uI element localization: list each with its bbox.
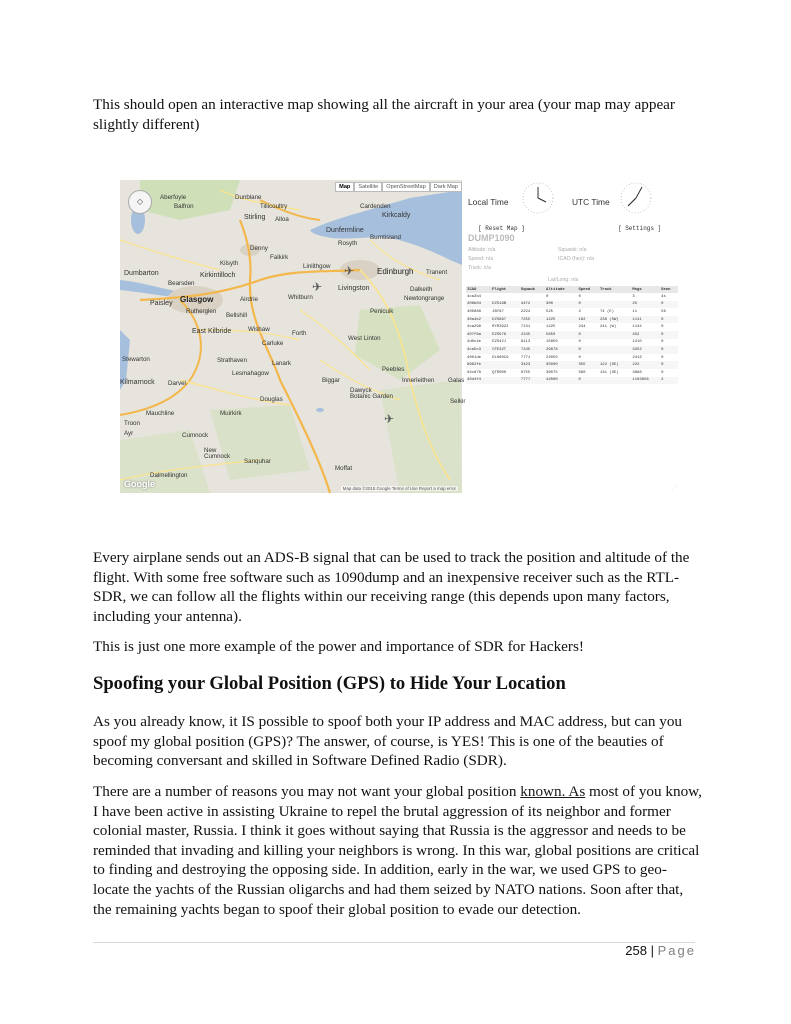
table-cell: 36075 <box>546 370 558 375</box>
map-label: Cumnock <box>182 432 209 439</box>
map-label: Dalkeith <box>410 286 433 293</box>
table-cell <box>599 377 631 385</box>
table-cell: 400888 <box>467 309 482 314</box>
table-cell: 56 <box>661 309 666 314</box>
map-label: Rosyth <box>338 240 358 247</box>
map-label: Aberfoyle <box>160 194 187 201</box>
table-cell: 6755 <box>520 370 531 375</box>
table-cell <box>599 346 631 354</box>
table-cell: 74 (E) <box>599 309 614 314</box>
table-cell <box>520 293 545 301</box>
table-cell: 8962fe <box>466 361 491 369</box>
table-cell: 1103656 <box>631 377 660 385</box>
flights-column-header[interactable]: Track <box>599 286 631 293</box>
table-cell: 1225 <box>546 325 556 330</box>
table-cell: 122 (SE) <box>599 361 631 369</box>
map-type-dark[interactable]: Dark Map <box>430 182 462 192</box>
local-time-label: Local Time <box>468 197 509 207</box>
table-cell: 4ca5c3 <box>466 346 491 354</box>
map-label: Lanark <box>272 360 291 367</box>
table-cell: 4s <box>661 294 666 299</box>
utc-time-label: UTC Time <box>572 197 610 207</box>
table-cell: 406b04 <box>466 301 491 309</box>
aircraft-icon[interactable]: ✈ <box>312 280 323 294</box>
table-cell: 7777 <box>520 377 545 385</box>
table-row[interactable] <box>466 301 678 309</box>
table-cell: 11 <box>632 309 638 314</box>
flights-column-header[interactable]: ICAO <box>466 286 491 293</box>
table-cell <box>599 301 631 309</box>
map-label: Lesmahagow <box>232 370 269 377</box>
map-label: Balfron <box>174 203 194 210</box>
table-cell: EZS976 <box>491 331 520 339</box>
page-separator: | <box>650 943 654 958</box>
table-cell: 300 <box>545 301 577 309</box>
local-clock-icon <box>522 182 554 214</box>
map-label: Selkir <box>450 398 466 405</box>
dump1090-title: DUMP1090 <box>468 233 515 243</box>
known-as-link[interactable]: known. As <box>520 783 586 800</box>
map-label: Newtongrange <box>404 295 445 302</box>
flights-column-header[interactable]: Squawk <box>520 286 545 293</box>
table-cell: RYR3922 <box>492 325 509 330</box>
table-cell: 0 <box>661 340 664 345</box>
table-cell: 5850 <box>545 331 577 339</box>
table-cell: 0 <box>577 331 598 339</box>
adsb-paragraph: Every airplane sends out an ADS-B signal that can be used to track the position and altitude of the flight. With some free software such as 1090dump and an inexpensive receiver such as the RTL-SDR, we can follow all the flights within our receiving range (this depends upon many factors, including your antenna). <box>93 549 690 625</box>
flights-table-header <box>466 286 678 293</box>
map-label: Cardenden <box>360 203 391 210</box>
map-label: Kilmarnock <box>120 379 155 386</box>
map-label: Galas <box>448 377 465 384</box>
table-row[interactable] <box>466 308 678 316</box>
map-label: Ayr <box>124 430 134 437</box>
table-cell: EZS19B <box>491 301 520 309</box>
table-cell: 0 <box>578 340 581 345</box>
table-cell: 2245 <box>520 331 545 339</box>
table-row[interactable] <box>466 339 678 347</box>
map-type-satellite[interactable]: Satellite <box>354 182 382 192</box>
table-cell: EZS897 <box>491 316 520 324</box>
map-label: Alloa <box>275 216 289 223</box>
table-cell: 40d4f4 <box>466 377 491 385</box>
map-label: East Kilbride <box>192 328 232 335</box>
table-cell: 238 (SW) <box>599 316 631 324</box>
table-cell <box>599 331 631 339</box>
map-label: Dalmellington <box>150 472 188 479</box>
table-cell: 7255 <box>520 316 545 324</box>
table-cell: 3252 <box>631 346 660 354</box>
table-cell: 0 <box>661 355 664 360</box>
table-cell: 22050 <box>546 355 558 360</box>
table-cell: 2 <box>578 309 581 314</box>
map-label: Wishaw <box>248 326 270 333</box>
map-label: Dawyck Botanic Garden <box>350 387 393 400</box>
table-cell: 222 <box>631 361 660 369</box>
map-label: Muirkirk <box>220 410 242 417</box>
google-logo: Google <box>124 479 155 489</box>
map-attribution: Map data ©2015 Google Terms of Use Report a map error <box>342 486 456 491</box>
page-number: 258 <box>625 943 647 958</box>
table-row[interactable] <box>466 377 678 385</box>
table-cell <box>491 361 520 369</box>
map-label: West Linton <box>348 335 381 342</box>
table-cell: 452 <box>631 331 660 339</box>
resize-handle-icon[interactable]: ⋰ <box>672 485 677 491</box>
table-cell: 8113 <box>520 340 531 345</box>
table-row[interactable] <box>466 293 678 301</box>
table-cell: 0 <box>660 301 678 309</box>
map-label: Sanquhar <box>244 458 271 465</box>
table-row[interactable] <box>466 369 678 377</box>
table-row[interactable] <box>466 361 678 369</box>
table-cell: 4472 <box>520 301 545 309</box>
map-label: Falkirk <box>270 254 289 261</box>
map-type-switcher <box>335 182 462 192</box>
intro-paragraph: This should open an interactive map showing all the aircraft in your area (your map may appear slightly different) <box>93 96 675 133</box>
map-label: Troon <box>124 420 140 427</box>
map-label: Kirkcaldy <box>382 212 411 219</box>
map-label: Kirkintilloch <box>200 272 236 279</box>
map-label: Mauchline <box>146 410 175 417</box>
table-cell: 29878 <box>545 346 577 354</box>
table-cell <box>599 339 631 347</box>
table-cell: 0 <box>660 316 678 324</box>
map-type-map[interactable]: Map <box>335 182 354 192</box>
table-cell <box>599 293 631 301</box>
page-footer <box>625 943 696 958</box>
table-cell: 4001de <box>467 355 482 360</box>
table-cell: 40a4e2 <box>466 316 491 324</box>
map-label: Strathaven <box>217 357 247 364</box>
table-cell: 4d0c4e <box>467 340 482 345</box>
table-cell: 162 <box>577 316 598 324</box>
flights-column-header[interactable]: Altitude <box>545 286 577 293</box>
map-label: Kilsyth <box>220 260 239 267</box>
track-info: Track: n/a <box>468 265 491 271</box>
table-cell: 1144 <box>632 325 642 330</box>
table-cell: 0 <box>661 325 664 330</box>
flights-column-header[interactable]: Seen <box>660 286 678 293</box>
footer-divider <box>93 942 695 943</box>
table-cell: 7245 <box>520 346 545 354</box>
table-cell: 0 <box>660 346 678 354</box>
table-cell: 0 <box>661 370 664 375</box>
speed-info: Speed: n/a <box>468 256 494 262</box>
table-cell: 0 <box>660 361 678 369</box>
settings-link[interactable]: [ Settings ] <box>618 225 662 232</box>
table-cell: 131 (SE) <box>599 370 619 375</box>
table-cell: 4ca298 <box>467 325 482 330</box>
aircraft-icon[interactable]: ✈ <box>384 412 395 426</box>
map-pan-control[interactable]: ◇ <box>128 190 152 214</box>
aircraft-icon[interactable]: ✈ <box>344 264 355 278</box>
table-cell: 0 <box>577 301 598 309</box>
map-label: Rutherglen <box>186 308 217 315</box>
table-cell: 0 <box>577 346 598 354</box>
table-cell: 25 <box>631 301 660 309</box>
map-type-openstreetmap[interactable]: OpenStreetMap <box>382 182 430 192</box>
map-label: Denny <box>250 245 268 252</box>
map-label: Linlithgow <box>303 263 331 270</box>
reset-map-link[interactable]: [ Reset Map ] <box>478 225 525 232</box>
table-row[interactable] <box>466 323 678 331</box>
map-label: Penicuik <box>370 308 394 315</box>
table-cell <box>491 293 520 301</box>
flights-column-header[interactable]: Speed <box>577 286 598 293</box>
table-cell: 0 <box>578 355 581 360</box>
table-cell: 355 <box>577 361 598 369</box>
reasons-text-start: There are a number of reasons you may not want your global position <box>93 783 521 800</box>
table-cell: 2224 <box>520 309 531 314</box>
table-cell: 04c878 <box>467 370 482 375</box>
map-label: Airdrie <box>240 296 258 303</box>
map-label: Darvel <box>168 380 186 387</box>
table-row[interactable] <box>466 346 678 354</box>
map-label: Moffat <box>335 465 353 472</box>
table-cell: EZS42J <box>492 340 507 345</box>
table-cell: 1111 <box>631 316 660 324</box>
table-cell <box>491 377 520 385</box>
reasons-text-rest: most of you know, I have been active in assisting Ukraine to repel the brutal aggression of its neighbor and former colonial master, Russia. I think it goes without saying that Russia is the aggressor and needs to be reminded that invading and killing your neighbors is wrong. In this war, global positions are critical to finding and destroying the opposing side. In addition, early in the war, we used GPS to geo-locate the yachts of the Russian oligarchs and had them seized by NATO nations. Soon after that, the remaining yachts began to spoof their global position to evade our detection. <box>93 783 702 918</box>
flights-column-header[interactable]: Flight <box>491 286 520 293</box>
reasons-paragraph <box>93 782 703 919</box>
table-cell: 3 <box>632 294 635 299</box>
map-label: Paisley <box>150 300 173 307</box>
table-cell: 7771 <box>520 355 531 360</box>
map-label: New Cumnock <box>204 447 231 460</box>
map-label: Biggar <box>322 377 340 384</box>
table-cell: 15850 <box>546 340 558 345</box>
dump1090-side-panel <box>466 180 681 493</box>
map-label: Tillicoultry <box>260 203 288 210</box>
table-cell: 0 <box>546 294 549 299</box>
map-label: Carluke <box>262 340 284 347</box>
map-label: Tranent <box>426 269 448 276</box>
table-row[interactable] <box>466 354 678 362</box>
table-row[interactable] <box>466 316 678 324</box>
sdr-paragraph: This is just one more example of the power and importance of SDR for Hackers! <box>93 638 584 655</box>
flights-table <box>466 286 678 384</box>
table-row[interactable] <box>466 331 678 339</box>
squawk-info: Squawk: n/a <box>558 247 587 253</box>
map-label: Bearsden <box>168 280 195 287</box>
map-label: Stirling <box>244 214 266 221</box>
utc-clock-icon <box>620 182 652 214</box>
aircraft-map[interactable] <box>120 180 466 493</box>
table-cell: 244 <box>578 325 586 330</box>
map-label: Livingston <box>338 285 370 292</box>
table-cell: 2 <box>660 377 678 385</box>
altitude-info: Altitude: n/a <box>468 247 496 253</box>
table-cell: 42000 <box>545 377 577 385</box>
table-cell: CFE32T <box>491 346 520 354</box>
table-cell: 1210 <box>632 340 642 345</box>
table-cell: 241 (W) <box>599 325 617 330</box>
table-cell: 407f6a <box>466 331 491 339</box>
table-cell: 35000 <box>545 361 577 369</box>
map-label: Burntisland <box>370 234 401 241</box>
page-word: Page <box>657 943 696 958</box>
dump1090-screenshot-figure <box>120 180 681 493</box>
section-heading: Spoofing your Global Position (GPS) to Hide Your Location <box>93 673 566 694</box>
table-cell: 4ca2b4 <box>467 294 482 299</box>
map-label: Bellshill <box>226 312 247 319</box>
map-label: Innerleithen <box>402 377 435 384</box>
table-cell: 525 <box>546 309 554 314</box>
latlong-info: Lat/Long: n/a <box>548 277 579 283</box>
map-label: Edinburgh <box>377 267 414 276</box>
table-cell: 3888 <box>632 370 642 375</box>
spoof-intro-paragraph: As you already know, it IS possible to spoof both your IP address and MAC address, but can you spoof my global position (GPS)? The answer, of course, is YES! This is one of the beauties of becoming conversant and skilled in Software Defined Radio (SDR). <box>93 713 683 770</box>
table-cell: 2413 <box>632 355 642 360</box>
table-cell: JBY97 <box>492 309 504 314</box>
map-label: Dunblane <box>235 194 262 201</box>
map-label: Dumbarton <box>124 270 159 277</box>
table-cell: 3423 <box>520 361 545 369</box>
table-cell <box>599 354 631 362</box>
map-label: Glasgow <box>180 295 214 304</box>
table-cell: 0 <box>660 331 678 339</box>
table-cell: 0 <box>577 377 598 385</box>
map-label: Stewarton <box>122 356 150 363</box>
icao-info: ICAO (hex): n/a <box>558 256 595 262</box>
table-cell: 1225 <box>545 316 577 324</box>
map-background <box>120 180 465 493</box>
table-cell: 0 <box>578 294 581 299</box>
map-label: Forth <box>292 330 307 337</box>
table-cell: QTR000 <box>492 370 507 375</box>
map-label: Dunfermline <box>326 227 364 234</box>
table-cell: DLH60C9 <box>492 355 509 360</box>
table-cell: 580 <box>578 370 586 375</box>
map-label: Peebles <box>382 366 405 373</box>
map-label: Whitburn <box>288 294 313 301</box>
table-cell: 7131 <box>520 325 531 330</box>
map-label: Douglas <box>260 396 283 403</box>
flights-column-header[interactable]: Msgs <box>631 286 660 293</box>
